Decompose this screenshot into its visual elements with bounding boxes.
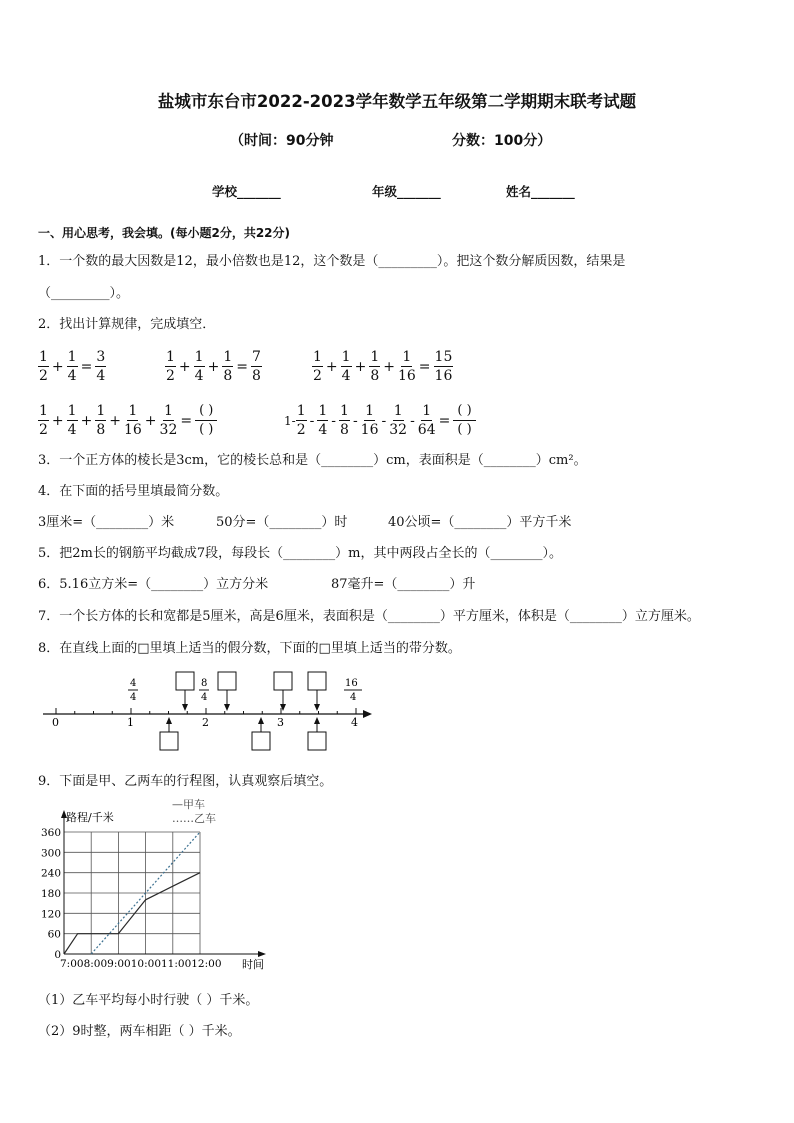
- answer-box-top-2[interactable]: [218, 672, 236, 690]
- answer-box-top-1[interactable]: [176, 672, 194, 690]
- question-4-text: 4．在下面的括号里填最简分数。: [38, 484, 229, 499]
- operator: +: [80, 412, 93, 429]
- operator: =: [236, 358, 248, 375]
- time-label: （时间：90分钟: [230, 133, 334, 149]
- number-line-fraction-16-4: [344, 678, 362, 703]
- question-4-part-b: 50分=（________）时: [216, 515, 348, 530]
- x-axis-arrow-icon: [258, 951, 266, 957]
- tick-label-2: 2: [202, 716, 209, 729]
- fraction-term: $\frac{1}{8}$: [340, 403, 349, 438]
- fraction-term: $\frac{1}{16}$: [123, 403, 142, 438]
- page-title: 盐城市东台市2022-2023学年数学五年级第二学期期末联考试题: [157, 92, 637, 111]
- number-line-arrow-icon: [363, 710, 372, 718]
- question-9-part-2: （2）9时整，两车相距（ ）千米。: [38, 1024, 241, 1039]
- question-1-line-1: 1．一个数的最大因数是12，最小倍数也是12，这个数是（_________）。把这个数分解质因数，结果是: [38, 254, 626, 269]
- number-line-tick-labels: [52, 716, 358, 729]
- fraction-term: $\frac{1}{2}$: [313, 349, 322, 384]
- fraction-term: $\frac{1}{8}$: [370, 349, 380, 384]
- operator: =: [418, 358, 431, 375]
- question-9: 9．下面是甲、乙两车的行程图，认真观察后填空。: [38, 774, 333, 789]
- legend-series-1: —甲车: [172, 798, 205, 811]
- operator: -: [352, 412, 358, 429]
- operator: +: [207, 358, 220, 375]
- y-tick-label: 180: [40, 888, 61, 900]
- tick-label-3: 3: [277, 716, 284, 729]
- answer-box-bottom-3[interactable]: [308, 732, 326, 750]
- tick-label-0: 0: [52, 716, 59, 729]
- score-label: 分数：100分）: [452, 133, 552, 149]
- svg-text:16: 16: [345, 678, 358, 689]
- question-2-text: 2．找出计算规律，完成填空．: [38, 317, 216, 332]
- number-line-figure: [38, 664, 378, 760]
- fraction-term: $\frac{1}{4}$: [194, 349, 204, 384]
- fraction-term: $\frac{1}{32}$: [389, 403, 408, 438]
- operator: -: [381, 412, 387, 429]
- question-4-part-c: 40公顷=（________）平方千米: [388, 515, 572, 530]
- operator: -: [331, 412, 337, 429]
- y-tick-label: 120: [40, 908, 61, 921]
- grade-field[interactable]: 年级_______: [372, 184, 441, 199]
- chart-xlabel: 时间: [242, 958, 264, 971]
- fraction-term: $\frac{1}{16}$: [397, 349, 416, 384]
- answer-box-top-3[interactable]: [274, 672, 292, 690]
- q2-expression-2: [165, 348, 262, 385]
- answer-box-bottom-1[interactable]: [160, 732, 178, 750]
- legend-series-2: ……乙车: [172, 812, 216, 825]
- operator: +: [354, 358, 367, 375]
- chart-xtick-labels: 7:008:009:0010:0011:0012:00: [60, 958, 222, 970]
- question-7: 7．一个长方体的长和宽都是5厘米，高是6厘米，表面积是（________）平方厘米，体积是（________）立方厘米。: [38, 609, 700, 624]
- svg-text:4: 4: [130, 678, 137, 689]
- fraction-term: $\frac{1}{64}$: [417, 403, 436, 438]
- tick-label-1: 1: [127, 716, 134, 729]
- svg-text:4: 4: [130, 692, 137, 703]
- operator: +: [178, 358, 191, 375]
- fraction-term: $\frac{1}{16}$: [360, 403, 379, 438]
- fraction-term: $\frac{1}{8}$: [223, 349, 233, 384]
- question-4-part-a: 3厘米=（________）米: [38, 515, 175, 530]
- fraction-term: $\frac{1}{4}$: [318, 403, 328, 438]
- operator: +: [325, 358, 338, 375]
- y-tick-label: 360: [40, 827, 61, 839]
- svg-text:8: 8: [201, 678, 208, 689]
- operator: +: [51, 358, 64, 375]
- q2-expression-4: [38, 402, 217, 439]
- fraction-term: $\frac{1}{32}$: [159, 403, 178, 438]
- fraction-term: $\frac{1}{4}$: [341, 349, 351, 384]
- q2-expression-5: [284, 402, 476, 439]
- question-5: 5．把2m长的钢筋平均截成7段，每段长（________）m，其中两段占全长的（________）。: [38, 546, 562, 561]
- operator: =: [80, 358, 93, 375]
- operator: +: [383, 358, 395, 375]
- fraction-term: $\frac{1}{8}$: [96, 403, 106, 438]
- svg-text:4: 4: [201, 692, 208, 703]
- tick-label-4: 4: [351, 716, 358, 729]
- operator: +: [109, 412, 121, 429]
- school-field[interactable]: 学校_______: [212, 184, 281, 199]
- operator: +: [144, 412, 157, 429]
- fraction-result: $\frac{3}{4}$: [96, 349, 106, 384]
- operator: -: [309, 412, 315, 429]
- fraction-term: $\frac{1}{4}$: [67, 403, 77, 438]
- y-tick-label: 0: [54, 949, 61, 961]
- number-line-fraction-8-4: [199, 678, 209, 703]
- operator: =: [180, 412, 193, 429]
- fraction-result: $\frac{15}{16}$: [434, 349, 453, 384]
- question-3: 3．一个正方体的棱长是3cm，它的棱长总和是（________）cm，表面积是（________）cm²。: [38, 453, 587, 468]
- prefix-one-minus: 1-: [284, 413, 296, 428]
- answer-blank-fraction[interactable]: ( ) ( ): [453, 402, 475, 439]
- fraction-term: $\frac{1}{2}$: [166, 349, 175, 384]
- y-tick-label: 60: [47, 928, 61, 941]
- operator: -: [410, 412, 415, 429]
- chart-ylabel: 路程/千米: [66, 811, 114, 824]
- answer-blank-fraction[interactable]: ( ) ( ): [195, 402, 217, 439]
- question-8: 8．在直线上面的□里填上适当的假分数，下面的□里填上适当的带分数。: [38, 641, 461, 656]
- fraction-term: $\frac{1}{2}$: [39, 349, 48, 384]
- name-field[interactable]: 姓名_______: [506, 184, 575, 199]
- travel-chart: [30, 796, 280, 976]
- number-line-fraction-4-4: [128, 678, 138, 703]
- fraction-term: $\frac{1}{2}$: [39, 403, 48, 438]
- answer-box-bottom-2[interactable]: [252, 732, 270, 750]
- fraction-term: $\frac{1}{2}$: [296, 403, 306, 438]
- operator: +: [51, 412, 64, 429]
- question-6-part-b: 87毫升=（________）升: [331, 577, 476, 592]
- section-heading: 一、用心思考，我会填。(每小题2分，共22分): [38, 226, 291, 240]
- q2-expression-3: [312, 348, 453, 385]
- operator: =: [438, 412, 451, 429]
- q2-expression-1: [38, 348, 106, 385]
- question-9-part-1: （1）乙车平均每小时行驶（ ）千米。: [38, 993, 259, 1008]
- question-1-line-2: （_________）。: [38, 286, 130, 301]
- question-6-part-a: 6．5.16立方米=（________）立方分米: [38, 577, 269, 592]
- fraction-result: $\frac{7}{8}$: [251, 349, 261, 384]
- y-tick-label: 240: [40, 867, 61, 880]
- answer-box-top-4[interactable]: [308, 672, 326, 690]
- fraction-term: $\frac{1}{4}$: [67, 349, 77, 384]
- svg-text:4: 4: [350, 692, 357, 703]
- y-tick-label: 300: [40, 847, 61, 860]
